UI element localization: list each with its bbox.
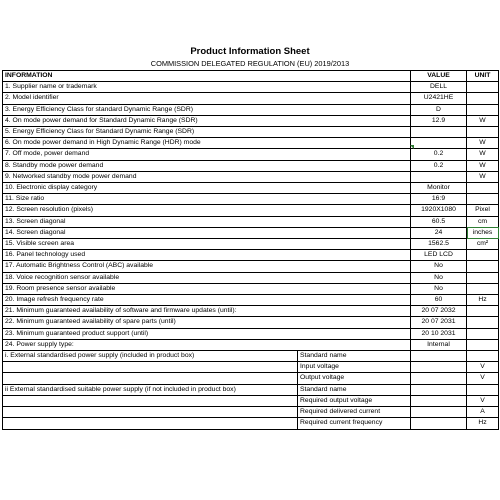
power-supply-row	[3, 362, 499, 373]
power-supply-label-cont[interactable]	[3, 395, 298, 406]
power-supply-label-cont[interactable]	[3, 373, 298, 384]
row-unit[interactable]	[467, 306, 499, 317]
power-supply-value[interactable]	[411, 362, 467, 373]
row-label[interactable]: 11. Size ratio	[3, 194, 411, 205]
power-supply-value[interactable]	[411, 384, 467, 395]
table-row	[3, 127, 499, 138]
row-value[interactable]: No	[411, 283, 467, 294]
table-row	[3, 171, 499, 182]
row-label[interactable]: 13. Screen diagonal	[3, 216, 411, 227]
row-value[interactable]: D	[411, 104, 467, 115]
row-label[interactable]: 22. Minimum guaranteed availability of spare parts (until)	[3, 317, 411, 328]
comment-marker-icon	[410, 145, 414, 149]
row-label[interactable]: 23. Minimum guaranteed product support (until)	[3, 328, 411, 339]
row-value[interactable]: 16:9	[411, 194, 467, 205]
row-unit[interactable]: W	[467, 171, 499, 182]
power-supply-field[interactable]: Required delivered current	[298, 407, 411, 418]
row-value[interactable]: 0.2	[411, 160, 467, 171]
row-label[interactable]: 18. Voice recognition sensor available	[3, 272, 411, 283]
row-unit[interactable]: W	[467, 160, 499, 171]
power-supply-label-cont[interactable]	[3, 407, 298, 418]
row-value[interactable]: 0.2	[411, 149, 467, 160]
row-unit[interactable]	[467, 283, 499, 294]
row-unit[interactable]: cm²	[467, 239, 499, 250]
row-unit[interactable]	[467, 127, 499, 138]
power-supply-field[interactable]: Input voltage	[298, 362, 411, 373]
table-row	[3, 239, 499, 250]
power-supply-value[interactable]	[411, 407, 467, 418]
row-value[interactable]: 20 07 2031	[411, 317, 467, 328]
row-value[interactable]: 60.5	[411, 216, 467, 227]
page-title: Product Information Sheet	[190, 46, 310, 57]
table-row	[3, 205, 499, 216]
table-row	[3, 328, 499, 339]
table-row	[3, 149, 499, 160]
power-supply-value[interactable]	[411, 373, 467, 384]
power-supply-row	[3, 351, 499, 362]
row-value[interactable]: 20 10 2031	[411, 328, 467, 339]
row-unit[interactable]	[467, 339, 499, 350]
row-label[interactable]: 4. On mode power demand for Standard Dynamic Range (SDR)	[3, 115, 411, 126]
header-value[interactable]: VALUE	[411, 71, 467, 82]
included-power-supply-label[interactable]: i. External standardised power supply (included in product box)	[3, 351, 298, 362]
table-header-row	[3, 71, 499, 82]
row-value[interactable]: No	[411, 272, 467, 283]
row-value[interactable]: 24	[411, 227, 467, 238]
row-unit[interactable]: W	[467, 115, 499, 126]
row-label[interactable]: 3. Energy Efficiency Class for standard Dynamic Range (SDR)	[3, 104, 411, 115]
row-label[interactable]: 10. Electronic display category	[3, 183, 411, 194]
power-supply-unit[interactable]: V	[467, 362, 499, 373]
row-unit[interactable]	[467, 194, 499, 205]
power-supply-unit[interactable]	[467, 351, 499, 362]
power-supply-value[interactable]	[411, 418, 467, 429]
row-unit[interactable]: W	[467, 138, 499, 149]
table-row	[3, 317, 499, 328]
table-row	[3, 250, 499, 261]
row-unit[interactable]: cm	[467, 216, 499, 227]
row-label[interactable]: 6. On mode power demand in High Dynamic Range (HDR) mode	[3, 138, 411, 149]
power-supply-value[interactable]	[411, 395, 467, 406]
power-supply-label-cont[interactable]	[3, 362, 298, 373]
row-value[interactable]: 1562.5	[411, 239, 467, 250]
power-supply-row	[3, 395, 499, 406]
row-unit[interactable]: Hz	[467, 295, 499, 306]
row-label[interactable]: 16. Panel technology used	[3, 250, 411, 261]
row-unit[interactable]	[467, 183, 499, 194]
table-row	[3, 194, 499, 205]
row-label[interactable]: 9. Networked standby mode power demand	[3, 171, 411, 182]
table-row	[3, 295, 499, 306]
row-label[interactable]: 2. Model identifier	[3, 93, 411, 104]
power-supply-unit[interactable]: V	[467, 373, 499, 384]
row-value[interactable]: 60	[411, 295, 467, 306]
row-value[interactable]: DELL	[411, 82, 467, 93]
row-value[interactable]: 20 07 2032	[411, 306, 467, 317]
power-supply-unit[interactable]: V	[467, 395, 499, 406]
table-row	[3, 138, 499, 149]
row-unit[interactable]	[467, 93, 499, 104]
row-label[interactable]: 1. Supplier name or trademark	[3, 82, 411, 93]
row-unit[interactable]	[467, 82, 499, 93]
table-row	[3, 216, 499, 227]
row-unit[interactable]: Pixel	[467, 205, 499, 216]
external-power-supply-label[interactable]: ii External standardised suitable power supply (if not included in product box)	[3, 384, 298, 395]
row-label[interactable]: 24. Power supply type:	[3, 339, 411, 350]
row-label[interactable]: 7. Off mode, power demand	[3, 149, 411, 160]
power-supply-field[interactable]: Output voltage	[298, 373, 411, 384]
table-row	[3, 82, 499, 93]
table-row	[3, 227, 499, 238]
power-supply-row	[3, 384, 499, 395]
table-row	[3, 306, 499, 317]
row-value[interactable]: Monitor	[411, 183, 467, 194]
row-label[interactable]: 19. Room presence sensor available	[3, 283, 411, 294]
power-supply-field[interactable]: Standard name	[298, 351, 411, 362]
row-value[interactable]: LED LCD	[411, 250, 467, 261]
row-unit[interactable]	[467, 272, 499, 283]
table-row	[3, 283, 499, 294]
row-value[interactable]	[411, 127, 467, 138]
row-value[interactable]	[411, 138, 467, 149]
product-info-table	[2, 70, 499, 430]
table-row	[3, 261, 499, 272]
row-value[interactable]	[411, 171, 467, 182]
table-row	[3, 104, 499, 115]
table-row	[3, 93, 499, 104]
row-label[interactable]: 5. Energy Efficiency Class for Standard Dynamic Range (SDR)	[3, 127, 411, 138]
power-supply-label-cont[interactable]	[3, 418, 298, 429]
power-supply-unit[interactable]: A	[467, 407, 499, 418]
table-row	[3, 272, 499, 283]
power-supply-row	[3, 373, 499, 384]
row-label[interactable]: 8. Standby mode power demand	[3, 160, 411, 171]
row-label[interactable]: 20. Image refresh frequency rate	[3, 295, 411, 306]
row-unit[interactable]	[467, 104, 499, 115]
row-label[interactable]: 12. Screen resolution (pixels)	[3, 205, 411, 216]
table-row	[3, 160, 499, 171]
row-value[interactable]: 1920X1080	[411, 205, 467, 216]
table-row	[3, 339, 499, 350]
row-unit[interactable]	[467, 261, 499, 272]
header-information[interactable]: INFORMATION	[3, 71, 411, 82]
row-label[interactable]: 17. Automatic Brightness Control (ABC) available	[3, 261, 411, 272]
row-value[interactable]: Internal	[411, 339, 467, 350]
row-unit[interactable]	[467, 250, 499, 261]
row-label[interactable]: 21. Minimum guaranteed availability of software and firmware updates (until):	[3, 306, 411, 317]
row-unit[interactable]: inches	[467, 227, 499, 238]
row-label[interactable]: 14. Screen diagonal	[3, 227, 411, 238]
row-unit[interactable]	[467, 328, 499, 339]
power-supply-row	[3, 407, 499, 418]
regulation-subtitle: COMMISSION DELEGATED REGULATION (EU) 2019/2013	[150, 59, 350, 68]
row-value[interactable]: 12.9	[411, 115, 467, 126]
power-supply-field[interactable]: Standard name	[298, 384, 411, 395]
row-unit[interactable]	[467, 317, 499, 328]
row-value[interactable]: No	[411, 261, 467, 272]
power-supply-unit[interactable]	[467, 384, 499, 395]
power-supply-unit[interactable]: Hz	[467, 418, 499, 429]
row-unit[interactable]: W	[467, 149, 499, 160]
power-supply-value[interactable]	[411, 351, 467, 362]
power-supply-field[interactable]: Required current frequency	[298, 418, 411, 429]
table-row	[3, 115, 499, 126]
table-row	[3, 183, 499, 194]
row-label[interactable]: 15. Visible screen area	[3, 239, 411, 250]
header-unit[interactable]: UNIT	[467, 71, 499, 82]
power-supply-row	[3, 418, 499, 429]
power-supply-field[interactable]: Required output voltage	[298, 395, 411, 406]
row-value[interactable]: U2421HE	[411, 93, 467, 104]
